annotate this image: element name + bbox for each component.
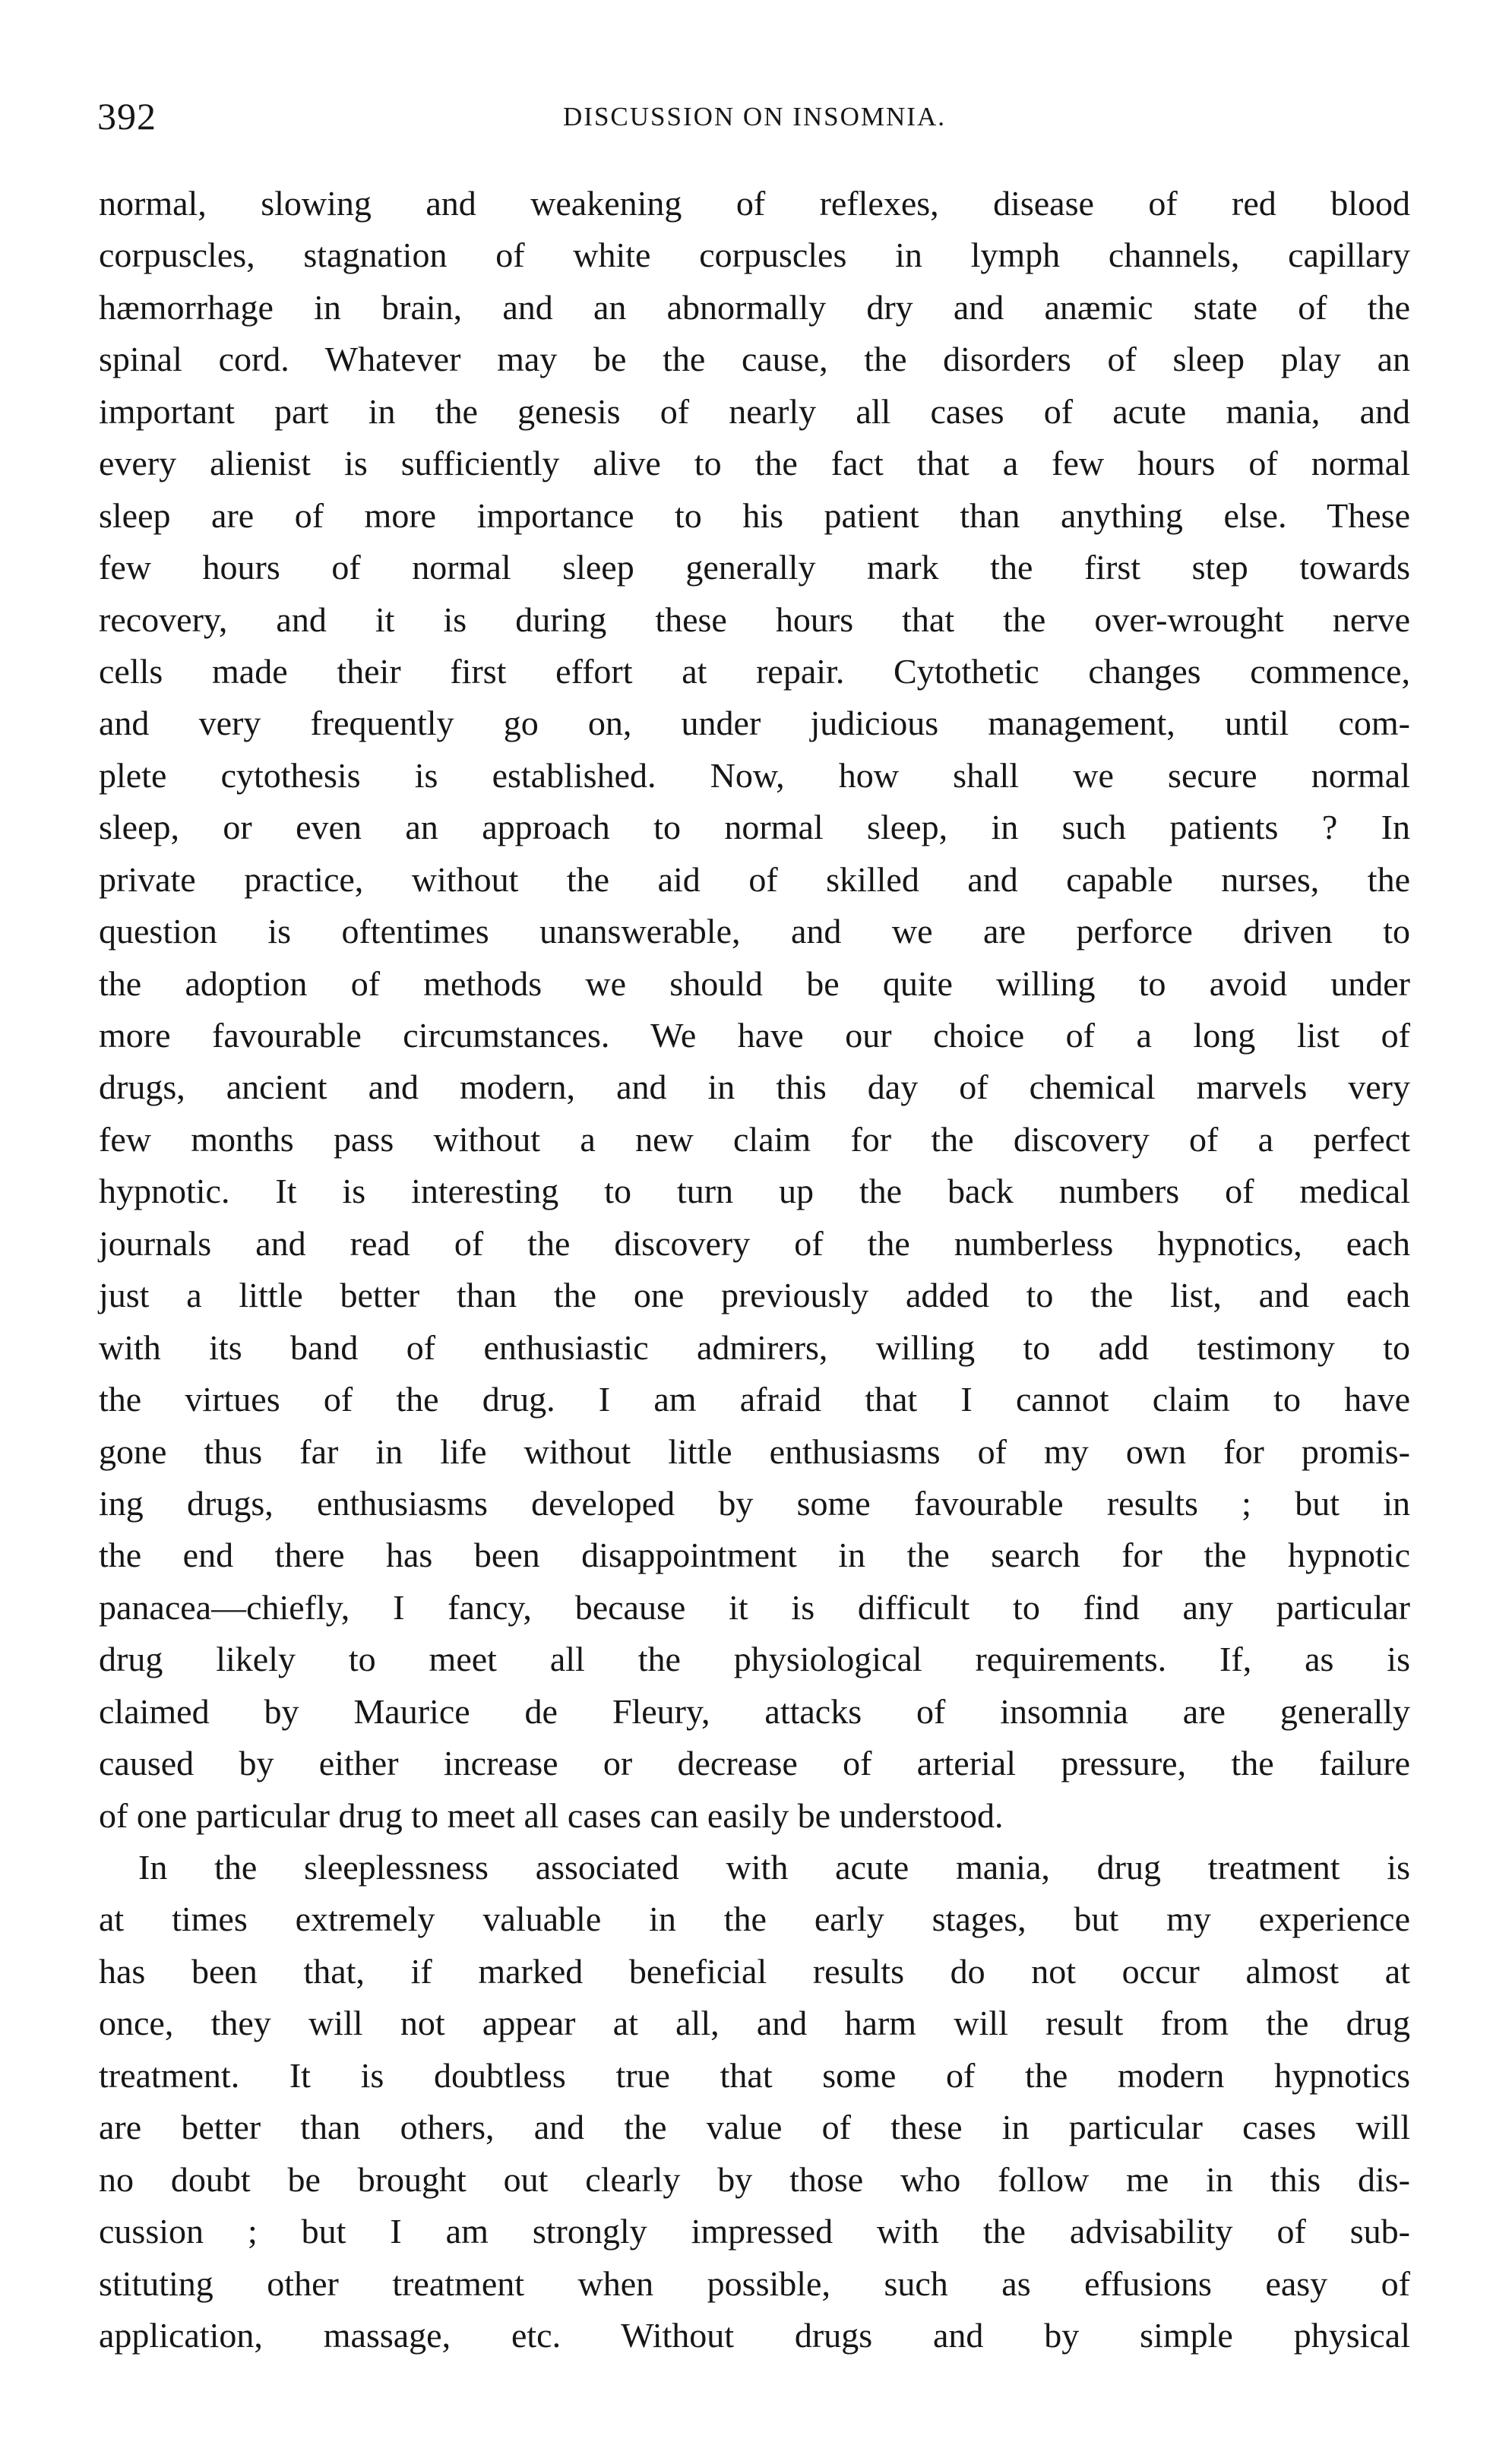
text-line: claimed by Maurice de Fleury, attacks of insomnia are generally — [99, 1691, 1410, 1731]
text-line: once, they will not appear at all, and harm will result from the drug — [99, 2004, 1410, 2043]
text-line: sleep, or even an approach to normal sleep, in such patients ? In — [99, 808, 1410, 847]
text-line: question is oftentimes unanswerable, and we are perforce driven to — [99, 912, 1410, 951]
text-line: cussion ; but I am strongly impressed with the advisability of sub- — [99, 2212, 1410, 2251]
text-line: the virtues of the drug. I am afraid that I cannot claim to have — [99, 1380, 1410, 1419]
text-line: no doubt be brought out clearly by those who follow me in this dis- — [99, 2159, 1410, 2199]
text-line: drug likely to meet all the physiological requirements. If, as is — [99, 1640, 1410, 1679]
text-line: few hours of normal sleep generally mark the first step towards — [99, 548, 1410, 587]
page-number: 392 — [97, 95, 157, 138]
text-line: private practice, without the aid of skilled and capable nurses, the — [99, 859, 1410, 899]
text-line: has been that, if marked beneficial results do not occur almost at — [99, 1951, 1410, 1991]
text-line: recovery, and it is during these hours that the over-wrought nerve — [99, 599, 1410, 639]
text-line: drugs, ancient and modern, and in this day of chemical marvels very — [99, 1068, 1410, 1107]
text-line: journals and read of the discovery of the numberless hypnotics, each — [99, 1223, 1410, 1263]
text-line: spinal cord. Whatever may be the cause, the disorders of sleep play an — [99, 340, 1410, 379]
text-line: plete cytothesis is established. Now, how shall we secure normal — [99, 755, 1410, 795]
text-line: hypnotic. It is interesting to turn up the back numbers of medical — [99, 1172, 1410, 1211]
body-text — [99, 178, 1410, 2361]
text-line: panacea—chiefly, I fancy, because it is difficult to find any particular — [99, 1587, 1410, 1627]
text-line: stituting other treatment when possible, such as effusions easy of — [99, 2263, 1410, 2303]
text-line: are better than others, and the value of these in particular cases will — [99, 2108, 1410, 2147]
text-line: at times extremely valuable in the early stages, but my experience — [99, 1900, 1410, 1939]
text-line: the end there has been disappointment in the search for the hypnotic — [99, 1536, 1410, 1575]
text-line: the adoption of methods we should be quite willing to avoid under — [99, 963, 1410, 1003]
text-line: every alienist is sufficiently alive to the fact that a few hours of normal — [99, 444, 1410, 483]
text-line: more favourable circumstances. We have our choice of a long list of — [99, 1016, 1410, 1055]
text-line: corpuscles, stagnation of white corpuscles in lymph channels, capillary — [99, 236, 1410, 275]
running-head — [97, 90, 1412, 143]
text-line: application, massage, etc. Without drugs and by simple physical — [99, 2315, 1410, 2355]
text-line: important part in the genesis of nearly all cases of acute mania, and — [99, 391, 1410, 431]
text-line: with its band of enthusiastic admirers, willing to add testimony to — [99, 1327, 1410, 1367]
text-line: sleep are of more importance to his patient than anything else. These — [99, 495, 1410, 535]
text-line: normal, slowing and weakening of reflexes, disease of red blood — [99, 184, 1410, 223]
paragraph-first-line: In the sleeplessness associated with acute mania, drug treatment is — [138, 1848, 1410, 1887]
text-line: hæmorrhage in brain, and an abnormally dry and anæmic state of the — [99, 287, 1410, 327]
text-line: gone thus far in life without little enthusiasms of my own for promis- — [99, 1431, 1410, 1471]
text-line: caused by either increase or decrease of arterial pressure, the failure — [99, 1744, 1410, 1783]
text-line: cells made their first effort at repair. Cytothetic changes commence, — [99, 651, 1410, 691]
text-line: treatment. It is doubtless true that some of the modern hypnotics — [99, 2055, 1410, 2095]
running-head-title: DISCUSSION ON INSOMNIA. — [563, 102, 946, 131]
text-line: just a little better than the one previously added to the list, and each — [99, 1276, 1410, 1315]
text-line: few months pass without a new claim for the discovery of a perfect — [99, 1119, 1410, 1159]
text-line: and very frequently go on, under judicious management, until com- — [99, 704, 1410, 743]
text-line: ing drugs, enthusiasms developed by some favourable results ; but in — [99, 1483, 1410, 1523]
paragraph-end-line: of one particular drug to meet all cases can easily be understood. — [99, 1795, 1004, 1835]
